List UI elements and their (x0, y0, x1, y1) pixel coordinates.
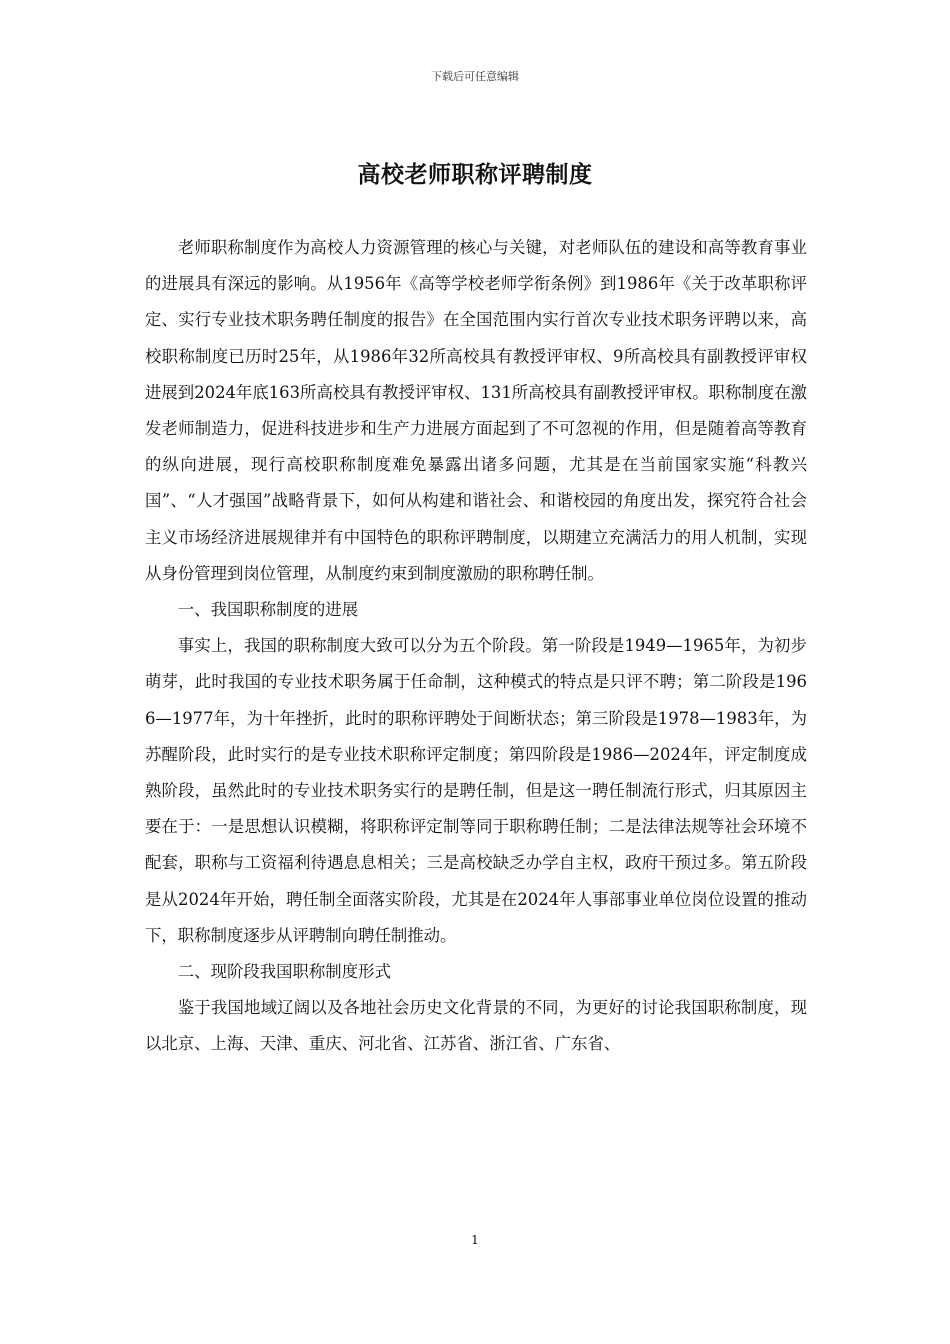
page-header-note: 下载后可任意编辑 (431, 70, 519, 83)
section-heading-1: 一、我国职称制度的进展 (177, 600, 359, 620)
paragraph-intro: 老师职称制度作为高校人力资源管理的核心与关键，对老师队伍的建设和高等教育事业的进展具有深远的影响。从1956年《高等学校老师学衔条例》到1986年《关于改革职称评定、实行专业技术职务聘任制度的报告》在全国范围内实行首次专业技术职务评聘以来，高校职称制度已历时25年，从1986年32所高校具有教授评审权、9所高校具有副教授评审权进展到2024年底163所高校具有教授评审权、131所高校具有副教授评审权。职称制度在激发老师制造力，促进科技进步和生产力进展方面起到了不可忽视的作用，但是随着高等教育的纵向进展，现行高校职称制度难免暴露出诸多问题，尤其是在当前国家实施“科教兴国”、“人才强国”战略背景下，如何从构建和谐社会、和谐校园的角度出发，探究符合社会主义市场经济进展规律并有中国特色的职称评聘制度，以期建立充满活力的用人机制，实现从身份管理到岗位管理，从制度约束到制度激励的职称聘任制。 (145, 238, 807, 583)
section-heading-2: 二、现阶段我国职称制度形式 (177, 962, 391, 982)
page-number: 1 (471, 1233, 479, 1247)
paragraph-stages: 事实上，我国的职称制度大致可以分为五个阶段。第一阶段是1949—1965年，为初步萌芽，此时我国的专业技术职务属于任命制，这种模式的特点是只评不聘；第二阶段是1966—1977年，为十年挫折，此时的职称评聘处于间断状态；第三阶段是1978—1983年，为苏醒阶段，此时实行的是专业技术职称评定制度；第四阶段是1986—2024年，评定制度成熟阶段，虽然此时的专业技术职务实行的是聘任制，但是这一聘任制流行形式，归其原因主要在于：一是思想认识模糊，将职称评定制等同于职称聘任制；二是法律法规等社会环境不配套，职称与工资福利待遇息息相关；三是高校缺乏办学自主权，政府干预过多。第五阶段是从2024年开始，聘任制全面落实阶段，尤其是在2024年人事部事业单位岗位设置的推动下，职称制度逐步从评聘制向聘任制推动。 (145, 636, 807, 945)
document-title: 高校老师职称评聘制度 (357, 161, 593, 188)
paragraph-regions: 鉴于我国地域辽阔以及各地社会历史文化背景的不同，为更好的讨论我国职称制度，现以北京、上海、天津、重庆、河北省、江苏省、浙江省、广东省、 (145, 998, 807, 1054)
document-body (145, 230, 807, 1063)
